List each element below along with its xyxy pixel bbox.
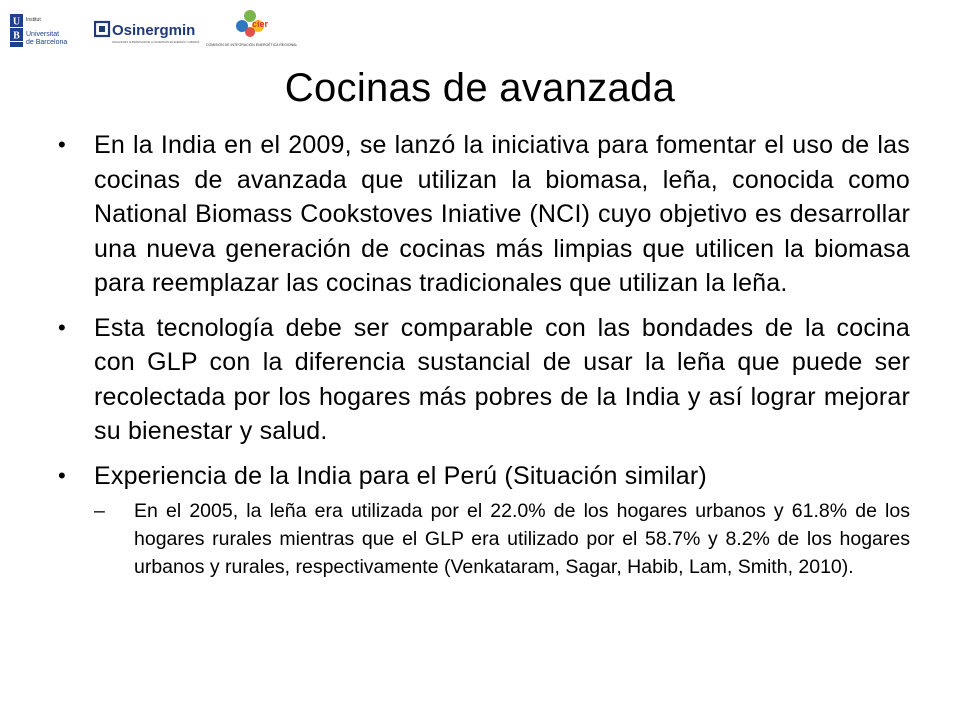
ub-tag-text: Institut bbox=[26, 17, 41, 23]
bullet-item bbox=[58, 128, 910, 301]
bullet-marker: • bbox=[58, 314, 66, 340]
sub-bullet-item bbox=[94, 497, 910, 581]
sub-bullet-text: En el 2005, la leña era utilizada por el 22.0% de los hogares urbanos y 61.8% de los hogares rurales mientras que el GLP era utilizado por el 58.7% y 8.2% de los hogares urbanos y rurales, respectivamente (Venkataram, Sagar, Habib, Lam, Smith, 2010). bbox=[134, 500, 910, 578]
bullet-item bbox=[58, 311, 910, 449]
slide-title: Cocinas de avanzada bbox=[284, 66, 676, 110]
bullet-text: En la India en el 2009, se lanzó la iniciativa para fomentar el uso de las cocinas de avanzada que utilizan la biomasa, leña, conocida como National Biomass Cookstoves Iniative (NCI) cuyo objetivo es desarrollar una nueva generación de cocinas más limpias que utilicen la biomasa para reemplazar las cocinas tradicionales que utilizan la leña. bbox=[94, 131, 910, 297]
slide-body bbox=[58, 128, 910, 581]
svg-text:U: U bbox=[12, 16, 21, 28]
svg-text:B: B bbox=[13, 30, 20, 42]
ub-line2-text: de Barcelona bbox=[26, 39, 68, 46]
cier-caption-text: COMISIÓN DE INTEGRACIÓN ENERGÉTICA REGIONAL bbox=[206, 43, 298, 47]
bullet-marker: • bbox=[58, 132, 66, 157]
cier-name-text: cier bbox=[252, 19, 269, 29]
bullet-marker: • bbox=[58, 462, 66, 488]
sub-bullet-marker: – bbox=[94, 500, 105, 522]
ub-line1-text: Universitat bbox=[26, 31, 60, 38]
bullet-item bbox=[58, 459, 910, 494]
osinergmin-name-text: Osinergmin bbox=[112, 22, 196, 39]
cier-logo bbox=[206, 8, 316, 54]
logo-bar bbox=[10, 8, 330, 54]
bullet-text: Esta tecnología debe ser comparable con las bondades de la cocina con GLP con la diferencia sustancial de usar la leña que puede ser recolectada por los hogares más pobres de la India y así lograr mejorar su bienestar y salud. bbox=[94, 313, 910, 445]
universitat-de-barcelona-logo bbox=[10, 14, 90, 54]
osinergmin-tagline-text: ORGANISMO SUPERVISOR DE LA INVERSIÓN EN ENERGÍA Y MINERÍA bbox=[112, 41, 200, 44]
bullet-text: Experiencia de la India para el Perú (Situación similar) bbox=[94, 461, 707, 490]
osinergmin-logo bbox=[94, 18, 224, 50]
